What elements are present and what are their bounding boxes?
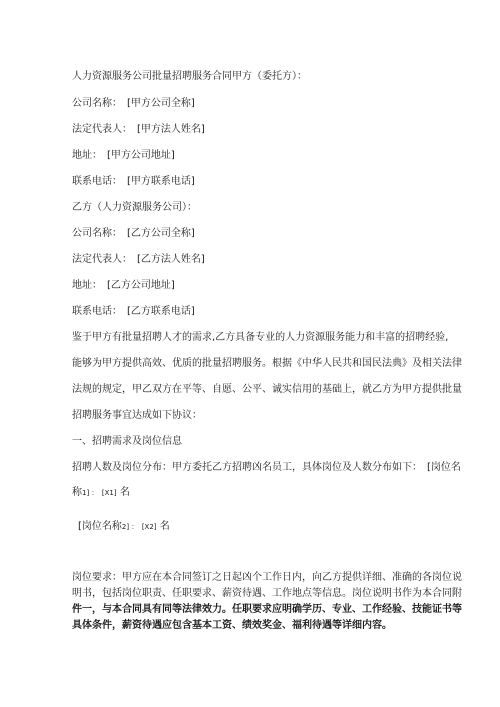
party-b-address: 地址： [乙方公司地址] [72, 280, 175, 291]
party-b-company-name: 公司名称： [乙方公司全称] [72, 228, 195, 239]
position-2-count: 2] ： [X2] [121, 523, 157, 531]
party-a-phone: 联系电话： [甲方联系电话] [72, 176, 195, 187]
position-1-prefix: 称 [72, 487, 82, 498]
position-1-count: 1] ： [X1] [82, 489, 117, 497]
preamble-line: 能够为甲方提供高效、优质的批量招聘服务。根据《中华人民共和国民法典》及相关法律 [72, 358, 462, 369]
contract-title-line: 人力资源服务公司批量招聘服务合同甲方（委托方）： [72, 71, 307, 82]
preamble-line: 法规的规定，甲乙双方在平等、自愿、公平、诚实信用的基础上，就乙方为甲方提供批量 [72, 384, 462, 395]
position-2-unit: 名 [159, 521, 170, 532]
party-b-legal-rep: 法定代表人： [乙方法人姓名] [72, 254, 205, 265]
section-heading: 一、招聘需求及岗位信息 [72, 436, 182, 447]
party-a-address: 地址： [甲方公司地址] [72, 150, 175, 161]
position-2-line [78, 520, 170, 534]
position-1-unit: 名 [119, 487, 130, 498]
party-b-heading: 乙方（人力资源服务公司）： [72, 202, 197, 213]
party-a-legal-rep: 法定代表人： [甲方法人姓名] [72, 124, 205, 135]
requirements-line: 明书，包括岗位职责、任职要求、薪资待遇、工作地点等信息。岗位说明书作为本合同附 [72, 588, 462, 599]
preamble-line: 招聘服务事宜达成如下协议： [72, 410, 202, 421]
position-2-prefix: [岗位名称 [78, 521, 122, 532]
requirements-line: 件一，与本合同具有同等法律效力。任职要求应明确学历、专业、工作经验、技能证书等 [72, 604, 462, 615]
party-a-company-name: 公司名称： [甲方公司全称] [72, 98, 195, 109]
requirements-line: 具体条件，薪资待遇应包含基本工资、绩效奖金、福利待遇等详细内容。 [72, 620, 392, 631]
preamble-line: 鉴于甲方有批量招聘人才的需求,乙方具备专业的人力资源服务能力和丰富的招聘经验, [72, 332, 449, 343]
requirements-line: 岗位要求：甲方应在本合同签订之日起凶个工作日内，向乙方提供详细、准确的各岗位说 [72, 572, 462, 583]
position-1-line [72, 486, 130, 500]
recruitment-distribution-line: 招聘人数及岗位分布：甲方委托乙方招聘凶名员工，具体岗位及人数分布如下： [岗位名 [72, 462, 461, 473]
party-b-phone: 联系电话： [乙方联系电话] [72, 306, 195, 317]
